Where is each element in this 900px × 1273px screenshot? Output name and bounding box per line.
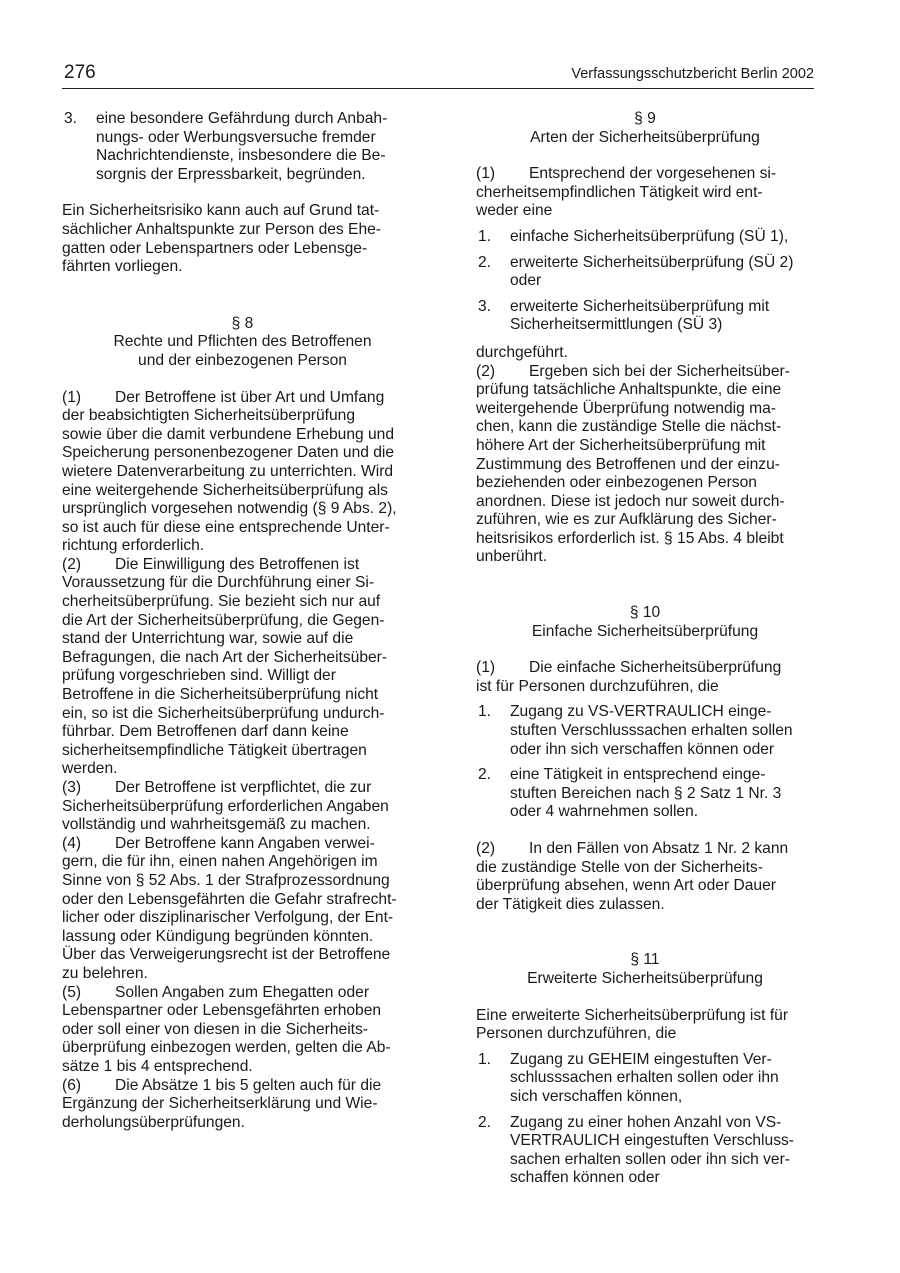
paragraph-2 — [62, 556, 423, 779]
text-line: cherheitsempfindlichen Tätigkeit wird ent- — [476, 183, 763, 201]
text-line: schaffen können oder — [510, 1169, 660, 1187]
paragraph-1 — [62, 389, 423, 556]
text-line: führbar. Dem Betroffenen darf dann keine — [62, 723, 349, 741]
text-line: Personen durchzuführen, die — [476, 1025, 677, 1043]
text-lines — [96, 110, 387, 183]
text-line: zuführen, wie es zur Aufklärung des Sicher- — [476, 511, 777, 529]
text-line: stand der Unterrichtung war, sowie auf die — [62, 630, 354, 648]
text-line: heitsrisikos erforderlich ist. § 15 Abs. 4 bleibt — [476, 529, 784, 547]
list-item-number: 1. — [478, 227, 492, 245]
text-line: oder soll einer von diesen in die Sicherheits- — [62, 1020, 368, 1038]
paragraph-6 — [62, 1077, 423, 1133]
section-9 — [476, 110, 814, 567]
section-heading: § 10 — [629, 604, 661, 622]
text-line: der Tätigkeit dies zulassen. — [476, 895, 665, 913]
text-line: Die Einwilligung des Betroffenen ist — [115, 555, 360, 573]
text-line: Ergänzung der Sicherheitserklärung und Wie- — [62, 1095, 378, 1113]
paragraph-4 — [62, 835, 423, 984]
section-heading: § 11 — [630, 951, 660, 969]
condition-list — [476, 703, 814, 822]
text-line: Eine erweiterte Sicherheitsüberprüfung ist für — [476, 1006, 789, 1024]
text-line: Voraussetzung für die Durchführung einer Si- — [62, 574, 375, 592]
text-line: weder eine — [476, 202, 553, 220]
text-line: zu belehren. — [62, 964, 148, 982]
page-number: 276 — [64, 62, 96, 83]
text-line: und der einbezogenen Person — [138, 351, 347, 369]
text-line: gatten oder Lebenspartners oder Lebensge- — [62, 239, 368, 257]
text-line: chen, kann die zuständige Stelle die nächst- — [476, 418, 782, 436]
section-heading: § 8 — [231, 314, 254, 332]
list-item-number: 3. — [478, 297, 492, 315]
text-line: derholungsüberprüfungen. — [62, 1113, 245, 1131]
text-line: oder 4 wahrnehmen sollen. — [510, 803, 699, 821]
text-line: oder den Lebensgefährten die Gefahr strafrecht- — [62, 890, 397, 908]
text-line: beziehenden oder einbezogenen Person — [476, 474, 757, 492]
paragraph-3 — [62, 779, 423, 835]
text-lines — [113, 333, 371, 369]
list-item-number: 1. — [478, 1050, 492, 1068]
right-column — [476, 110, 814, 1188]
text-line: Zugang zu einer hohen Anzahl von VS- — [510, 1113, 782, 1131]
paragraph-number: (1) — [476, 165, 496, 183]
text-line: sicherheitsempfindliche Tätigkeit übertragen — [62, 741, 367, 759]
section-title: Einfache Sicherheitsüberprüfung — [531, 622, 759, 640]
condition-list — [476, 1051, 814, 1188]
paragraph-1 — [476, 165, 814, 221]
paragraph-2 — [476, 363, 814, 568]
list-item — [476, 1114, 814, 1188]
list-item — [476, 228, 814, 247]
section-title: Erweiterte Sicherheitsüberprüfung — [527, 969, 763, 987]
text-line: Der Betroffene ist verpflichtet, die zur — [115, 779, 372, 796]
text-lines — [476, 1007, 788, 1043]
list-conclusion: durchgeführt. — [476, 343, 568, 361]
list-item-number: 2. — [478, 766, 492, 784]
text-line: Betroffene in die Sicherheitsüberprüfung nicht — [62, 686, 379, 704]
text-line: oder ihn sich verschaffen können oder — [510, 740, 775, 758]
text-line: eine weitergehende Sicherheitsüberprüfung als — [62, 481, 388, 499]
text-line: stuften Verschlusssachen erhalten sollen — [510, 722, 793, 740]
text-line: Lebenspartner oder Lebensgefährten erhoben — [62, 1002, 382, 1020]
paragraph-number: (4) — [62, 834, 82, 852]
paragraph-number: (3) — [62, 779, 82, 796]
text-line: weitergehende Überprüfung notwendig ma- — [476, 399, 776, 417]
list-item-number: 2. — [478, 253, 492, 271]
text-line: sorgnis der Erpressbarkeit, begründen. — [96, 165, 366, 183]
paragraph-number: (5) — [62, 983, 82, 1001]
text-line: cherheitsüberprüfung. Sie bezieht sich nur auf — [62, 593, 381, 611]
text-line: Sicherheitsermittlungen (SÜ 3) — [510, 316, 723, 334]
text-line: Die einfache Sicherheitsüberprüfung — [529, 659, 782, 677]
list-item-number: 1. — [478, 703, 492, 721]
list-item — [476, 703, 814, 759]
list-item-number: 3. — [64, 110, 78, 127]
text-line: unberührt. — [476, 548, 548, 566]
text-line: Rechte und Pflichten des Betroffenen — [113, 333, 372, 351]
paragraph-1 — [476, 659, 814, 696]
text-line: schlusssachen erhalten sollen oder ihn — [510, 1069, 779, 1087]
text-line: der beabsichtigten Sicherheitsüberprüfung — [62, 407, 356, 425]
text-line: so ist auch für diese eine entsprechende Unter- — [62, 518, 390, 536]
text-line: Sicherheitsüberprüfung erforderlichen Angaben — [62, 797, 389, 815]
text-line: sich verschaffen können, — [510, 1087, 683, 1105]
text-line: stuften Bereichen nach § 2 Satz 1 Nr. 3 — [510, 784, 782, 802]
type-list — [476, 228, 814, 335]
text-lines — [62, 202, 381, 275]
text-line: lassung oder Kündigung begründen könnten. — [62, 927, 374, 945]
section-title — [62, 333, 423, 370]
paragraph-number: (2) — [62, 555, 82, 573]
list-item — [476, 298, 814, 335]
text-line: Ein Sicherheitsrisiko kann auch auf Grund tat- — [62, 202, 380, 220]
text-line: überprüfung absehen, wenn Art oder Dauer — [476, 877, 776, 895]
text-line: ist für Personen durchzuführen, die — [476, 677, 719, 695]
text-line: licher oder disziplinarischer Verfolgung, der Ent- — [62, 909, 394, 927]
paragraph-number: (1) — [62, 388, 82, 406]
text-line: eine Tätigkeit in entsprechend einge- — [510, 766, 766, 784]
text-line: prüfung vorgeschrieben sind. Willigt der — [62, 667, 336, 685]
paragraph-intro — [476, 1007, 814, 1044]
text-line: prüfung tatsächliche Anhaltspunkte, die eine — [476, 381, 782, 399]
text-line: werden. — [62, 760, 118, 778]
text-line: Sinne von § 52 Abs. 1 der Strafprozessordnung — [62, 871, 390, 889]
text-line: gern, die für ihn, einen nahen Angehörigen im — [62, 853, 378, 871]
text-line: In den Fällen von Absatz 1 Nr. 2 kann — [529, 840, 789, 857]
text-line: Über das Verweigerungsrecht ist der Betroffene — [62, 946, 391, 964]
text-line: Befragungen, die nach Art der Sicherheitsüber- — [62, 648, 388, 666]
list-item-number: 2. — [478, 1113, 492, 1131]
list-item — [476, 1051, 814, 1107]
text-line: Zugang zu VS-VERTRAULICH einge- — [510, 703, 772, 721]
text-line: eine besondere Gefährdung durch Anbah- — [96, 110, 388, 127]
text-line: fährten vorliegen. — [62, 258, 183, 276]
text-line: erweiterte Sicherheitsüberprüfung mit — [510, 297, 770, 315]
paragraph-number: (2) — [476, 840, 496, 857]
text-line: Nachrichtendienste, insbesondere die Be- — [96, 147, 386, 165]
text-line: Zustimmung des Betroffenen und der einzu- — [476, 455, 780, 473]
text-line: Entsprechend der vorgesehenen si- — [529, 165, 777, 183]
text-line: richtung erforderlich. — [62, 537, 205, 555]
paragraph-risk — [62, 202, 423, 276]
paragraph-5 — [62, 984, 423, 1077]
text-line: überprüfung einbezogen werden, gelten die Ab- — [62, 1039, 391, 1057]
text-line: die Art der Sicherheitsüberprüfung, die Gegen- — [62, 611, 385, 629]
text-line: ursprünglich vorgesehen notwendig (§ 9 Abs. 2), — [62, 500, 397, 518]
text-line: Zugang zu GEHEIM eingestuften Ver- — [510, 1050, 772, 1068]
text-line: Sollen Angaben zum Ehegatten oder — [115, 983, 370, 1001]
text-line: nungs- oder Werbungsversuche fremder — [96, 128, 376, 146]
text-line: Der Betroffene ist über Art und Umfang — [115, 388, 385, 406]
section-11 — [476, 951, 814, 1188]
list-item — [62, 110, 423, 184]
text-line: vollständig und wahrheitsgemäß zu machen. — [62, 816, 371, 834]
page-header — [62, 62, 814, 89]
text-line: Der Betroffene kann Angaben verwei- — [115, 834, 375, 852]
section-8 — [62, 315, 423, 1133]
section-10 — [476, 604, 814, 914]
paragraph-2 — [476, 840, 814, 914]
running-title: Verfassungsschutzbericht Berlin 2002 — [571, 66, 814, 82]
section-heading: § 9 — [634, 110, 656, 127]
text-line: VERTRAULICH eingestuften Verschluss- — [510, 1132, 794, 1150]
text-line: höhere Art der Sicherheitsüberprüfung mit — [476, 436, 766, 454]
list-item — [476, 254, 814, 291]
text-line: Speicherung personenbezogener Daten und die — [62, 444, 395, 462]
text-line: anordnen. Diese ist jedoch nur soweit durch- — [476, 492, 785, 510]
paragraph-number: (2) — [476, 362, 496, 380]
text-line: die zuständige Stelle von der Sicherheits- — [476, 858, 763, 876]
text-line: sätze 1 bis 4 entsprechend. — [62, 1057, 253, 1075]
left-column — [62, 110, 423, 1132]
text-line: einfache Sicherheitsüberprüfung (SÜ 1), — [510, 227, 789, 245]
text-line: sachen erhalten sollen oder ihn sich ver- — [510, 1150, 790, 1168]
text-line: Ergeben sich bei der Sicherheitsüber- — [529, 362, 790, 380]
text-line: sächlicher Anhaltspunkte zur Person des Ehe- — [62, 220, 381, 238]
text-line: sowie über die damit verbundene Erhebung und — [62, 425, 395, 443]
list-item — [476, 766, 814, 822]
text-line: ein, so ist die Sicherheitsüberprüfung undurch- — [62, 704, 385, 722]
paragraph-number: (6) — [62, 1076, 82, 1094]
text-line: erweiterte Sicherheitsüberprüfung (SÜ 2) — [510, 253, 794, 271]
text-line: Die Absätze 1 bis 5 gelten auch für die — [115, 1076, 382, 1094]
text-line: wietere Datenverarbeitung zu unterrichten. Wird — [62, 462, 394, 480]
section-title: Arten der Sicherheitsüberprüfung — [530, 128, 760, 146]
text-line: oder — [510, 272, 542, 290]
paragraph-number: (1) — [476, 659, 496, 677]
